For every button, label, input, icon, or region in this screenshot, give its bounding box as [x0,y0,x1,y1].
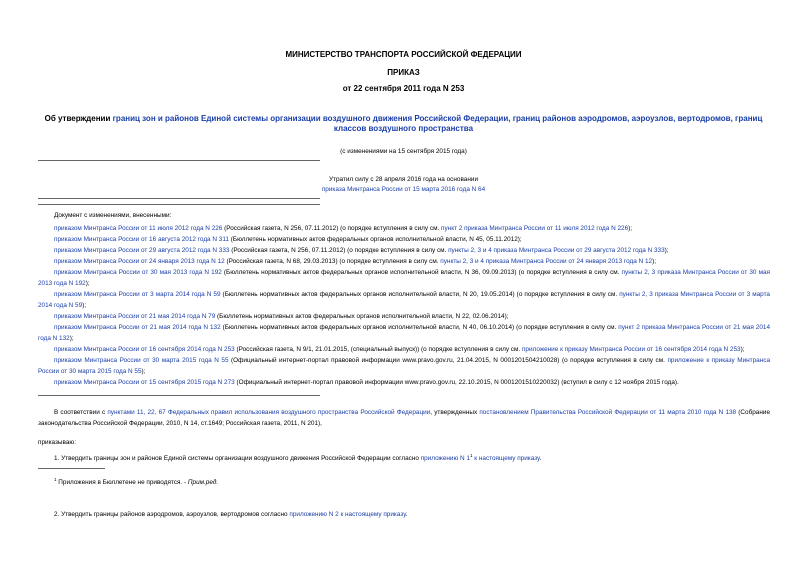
basis-paragraph: В соответствии с пунктами 11, 22, 67 Федеральных правил использования воздушного пространства Российской Федерации, утвержденных постановлением Правительства Российской Федерации от 11 марта 2010 года N 138 (Собрание законодательства Российской Федерации, 2010, N 14, ст.1649; Российская газета, 2011, N 201), [38,409,771,427]
amendment-order-link[interactable]: приказом Минтранса России от 21 мая 2014 года N 132 [54,324,221,331]
to-this-order-link[interactable]: к настоящему приказу [474,455,540,463]
amendment-item: приказом Минтранса России от 16 августа 2012 года N 311 (Бюллетень нормативных актов федеральных органов исполнительной власти, N 45, 05.11.2012); [54,236,522,243]
footnote: $^1$ Приложения в Бюллетене не приводятся. - Прим.ред. [54,477,219,487]
divider [38,204,320,205]
amendment-effect-link[interactable]: пункты 2, 3 приказа Минтранса России от 3 марта 2014 года N 59 [38,291,770,309]
document-title [40,114,767,134]
ministry-heading: МИНИСТЕРСТВО ТРАНСПОРТА РОССИЙСКОЙ ФЕДЕРАЦИИ [285,50,522,59]
amendment-effect-link[interactable]: приложение к приказу Минтранса России от 16 сентября 2014 года N 253 [521,346,741,353]
amendment-item: приказом Минтранса России от 15 сентября 2015 года N 273 (Официальный интернет-портал правовой информации www.pravo.gov.ru, 22.10.2015, N 0001201510220032) (вступил в силу с 12 ноября 2015 года). [54,379,679,386]
amendment-item: приказом Минтранса России от 11 июля 2012 года N 226 (Российская газета, N 256, 07.11.2012) (о порядке вступления в силу см. пункт 2 приказа Минтранса России от 11 июля 2012 года N 226); [54,225,633,232]
appendix-1-link[interactable]: приложению N 1 [420,455,470,463]
basis-rules-link[interactable]: пунктами 11, 22, 67 Федеральных правил использования воздушного пространства Российской Федерации [107,409,431,416]
appendix-2-link[interactable]: приложению N 2 к настоящему приказу [289,511,406,518]
amendments-list [38,223,770,388]
amendment-order-link[interactable]: приказом Минтранса России от 15 сентября 2015 года N 273 [54,379,235,386]
basis-resolution-link[interactable]: постановлением Правительства Российской Федерации от 11 марта 2010 года N 138 [479,409,737,416]
divider [38,160,320,161]
amendment-order-link[interactable]: приказом Минтранса России от 30 марта 2015 года N 55 [54,357,229,364]
amendment-order-link[interactable]: приказом Минтранса России от 29 августа 2012 года N 333 [54,247,230,254]
amendment-order-link[interactable]: приказом Минтранса России от 24 января 2013 года N 12 [54,258,225,265]
amendment-effect-link[interactable]: пункты 2, 3 и 4 приказа Минтранса России от 24 января 2013 года N 12 [440,258,653,265]
amendment-item: приказом Минтранса России от 3 марта 2014 года N 59 (Бюллетень нормативных актов федеральных органов исполнительной власти, N 20, 19.05.2014) (о порядке вступления в силу см. пункты 2, 3 приказа Минтранса России от 3 марта 2014 года N 59); [38,291,770,309]
title-prefix: Об утверждении [44,114,113,123]
amendments-intro: Документ с изменениями, внесенными: [54,212,172,219]
order-item-1: 1. Утвердить границы зон и районов Единой системы организации воздушного движения Российской Федерации согласно приложению N $1^1$ к настоящему приказу. [54,453,542,463]
amendment-item: приказом Минтранса России от 29 августа 2012 года N 333 (Российская газета, N 256, 07.11.2012) (о порядке вступления в силу см. пункты 2, 3 и 4 приказа Минтранса России от 29 августа 2012 года N 333); [54,247,669,254]
lost-force-note: Утратил силу с 28 апреля 2016 года на основании [328,176,479,183]
amendment-effect-link[interactable]: пункты 2, 3 приказа Минтранса России от 30 мая 2013 года N 192 [38,269,770,287]
amendment-item: приказом Минтранса России от 21 мая 2014 года N 79 (Бюллетень нормативных актов федеральных органов исполнительной власти, N 22, 02.06.2014); [54,313,509,320]
amendment-item: приказом Минтранса России от 21 мая 2014 года N 132 (Бюллетень нормативных актов федеральных органов исполнительной власти, N 40, 06.10.2014) (о порядке вступления в силу см. пункт 2 приказа Минтранса России от 21 мая 2014 года N 132); [38,324,770,342]
document-type-heading: ПРИКАЗ [387,68,420,77]
amendment-order-link[interactable]: приказом Минтранса России от 3 марта 2014 года N 59 [54,291,221,298]
order-item-2: 2. Утвердить границы районов аэродромов, аэроузлов, вертодромов согласно приложению N 2 к настоящему приказу. [54,511,408,518]
amendment-item: приказом Минтранса России от 16 сентября 2014 года N 253 (Российская газета, N 9/1, 21.01.2015, (специальный выпуск)) (о порядке вступления в силу см. приложение к приказу Минтранса России от 16 сентября 2014 года N 253); [54,346,745,353]
amendment-effect-link[interactable]: пункт 2 приказа Минтранса России от 21 мая 2014 года N 132 [38,324,770,342]
amendment-order-link[interactable]: приказом Минтранса России от 30 мая 2013 года N 192 [54,269,222,276]
amendment-order-link[interactable]: приказом Минтранса России от 16 сентября 2014 года N 253 [54,346,235,353]
amendment-order-link[interactable]: приказом Минтранса России от 21 мая 2014 года N 79 [54,313,216,320]
amendment-order-link[interactable]: приказом Минтранса России от 16 августа 2012 года N 311 [54,236,229,243]
amendment-item: приказом Минтранса России от 30 марта 2015 года N 55 (Официальный интернет-портал правовой информации www.pravo.gov.ru, 21.04.2015, N 0001201504210028) (о порядке вступления в силу см. приложение к приказу Минтранса России от 30 марта 2015 года N 55); [38,357,770,375]
document-date-heading: от 22 сентября 2011 года N 253 [342,84,465,93]
amendment-effect-link[interactable]: приложение к приказу Минтранса России от 30 марта 2015 года N 55 [38,357,770,375]
divider [38,198,320,199]
divider [38,395,320,396]
amendment-effect-link[interactable]: пункты 2, 3 и 4 приказа Минтранса России от 29 августа 2012 года N 333 [448,247,665,254]
amendment-item: приказом Минтранса России от 30 мая 2013 года N 192 (Бюллетень нормативных актов федеральных органов исполнительной власти, N 36, 09.09.2013) (о порядке вступления в силу см. пункты 2, 3 приказа Минтранса России от 30 мая 2013 года N 192); [38,269,770,287]
footnote-ref[interactable]: 1 [470,453,473,458]
amendment-effect-link[interactable]: пункт 2 приказа Минтранса России от 11 июля 2012 года N 226 [441,225,629,232]
amendment-order-link[interactable]: приказом Минтранса России от 11 июля 2012 года N 226 [54,225,223,232]
amendment-item: приказом Минтранса России от 24 января 2013 года N 12 (Российская газета, N 68, 29.03.2013) (о порядке вступления в силу см. пункты 2, 3 и 4 приказа Минтранса России от 24 января 2013 года N 12); [54,258,656,265]
lost-force-link[interactable]: приказа Минтранса России от 15 марта 2016 года N 64 [321,186,486,193]
footnote-divider [38,468,105,469]
changes-note: (с изменениями на 15 сентября 2015 года) [340,148,467,155]
order-word: приказываю: [38,439,76,446]
title-link[interactable]: границ зон и районов Единой системы организации воздушного движения Российской Федерации, границ районов аэродромов, аэроузлов, вертодромов, границ классов воздушного пространства [112,114,763,133]
